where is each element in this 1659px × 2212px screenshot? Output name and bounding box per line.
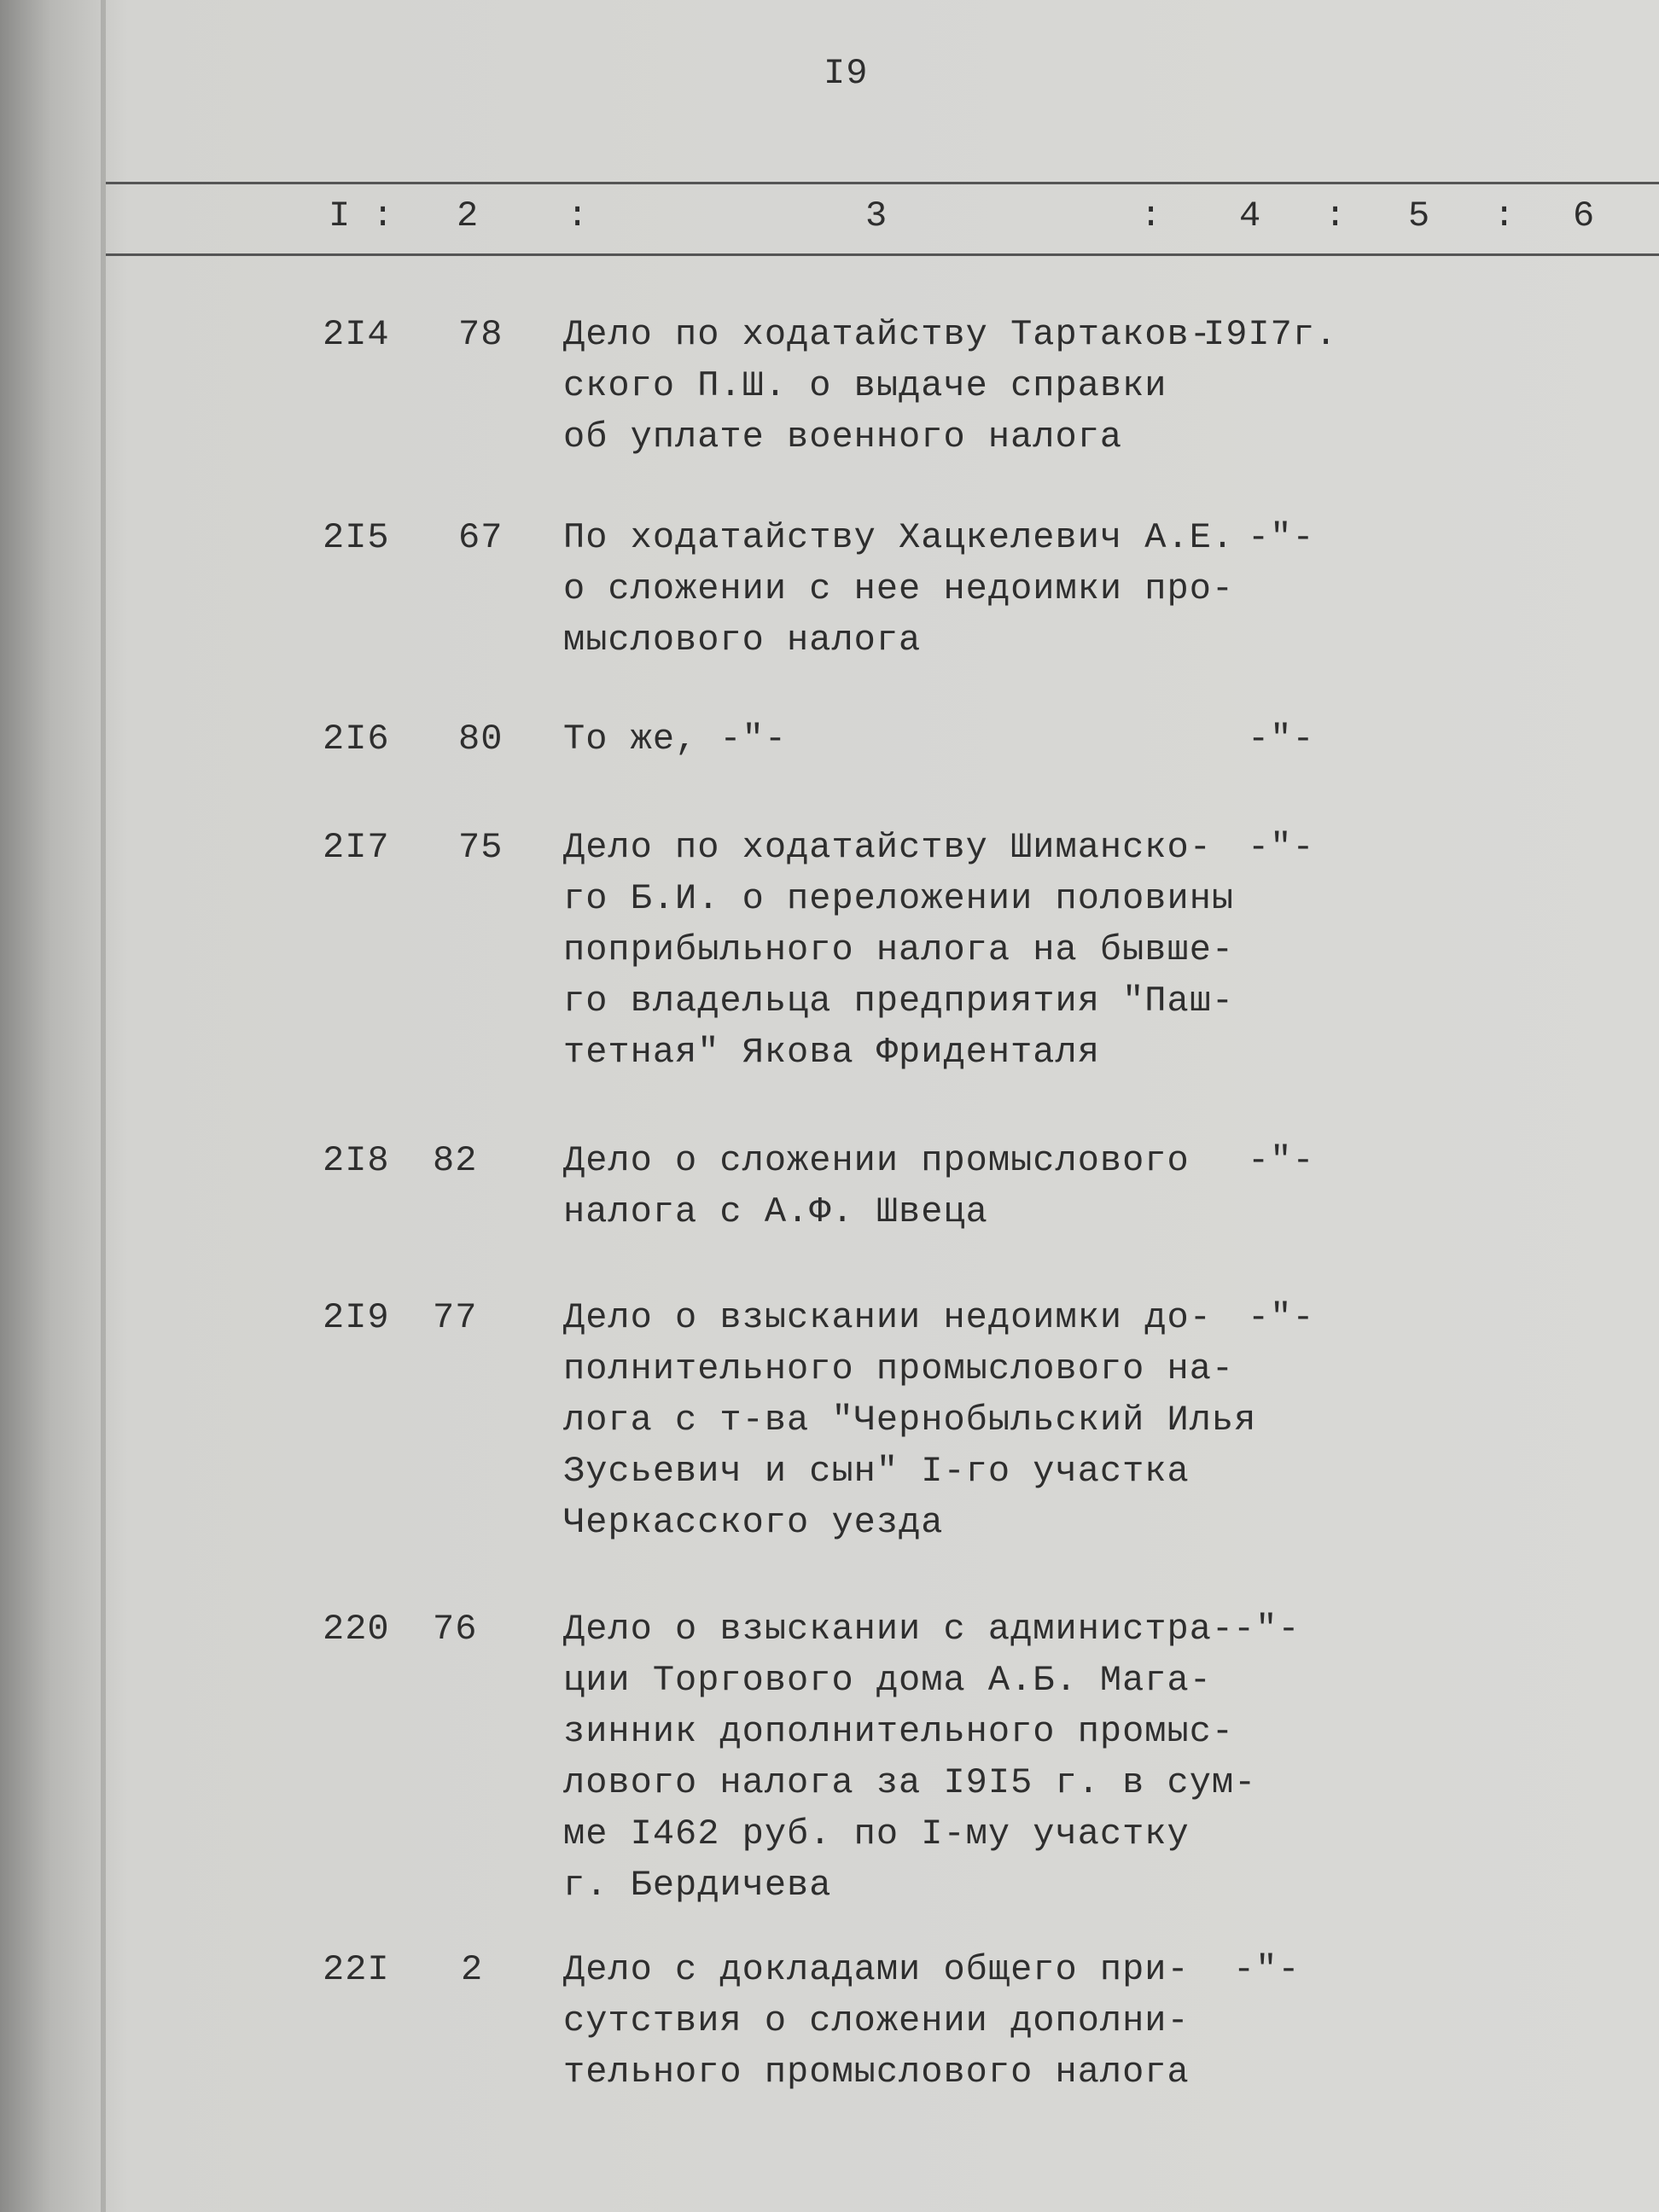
row-description-line: Дело о сложении промыслового xyxy=(563,1140,1190,1181)
row-description-line: ме I462 руб. по I-му участку xyxy=(563,1813,1190,1854)
row-description-line: тетная" Якова Фриденталя xyxy=(563,1032,1100,1073)
column-header-3: 3 xyxy=(865,195,888,236)
row-description-line: го Б.И. о переложении половины xyxy=(563,878,1235,919)
row-description-line: Дело с докладами общего при- xyxy=(563,1949,1190,1990)
row-description-line: лога с т-ва "Чернобыльский Илья xyxy=(563,1400,1257,1441)
row-description-line: полнительного промыслового на- xyxy=(563,1348,1235,1389)
row-reference: 78 xyxy=(458,314,504,355)
row-description-line: об уплате военного налога xyxy=(563,416,1123,457)
column-separator: : xyxy=(1493,195,1516,236)
row-description-line: То же, -"- xyxy=(563,719,788,760)
row-description-line: Дело о взыскании недоимки до- xyxy=(563,1297,1212,1338)
column-header-5: 5 xyxy=(1408,195,1431,236)
row-date: -"- xyxy=(1248,827,1315,868)
row-number: 2I6 xyxy=(323,719,390,760)
row-description-line: По ходатайству Хацкелевич А.Е. xyxy=(563,517,1235,558)
page-number: I9 xyxy=(824,53,869,94)
row-number: 2I4 xyxy=(323,314,390,355)
row-number: 2I8 xyxy=(323,1140,390,1181)
row-description-line: о сложении с нее недоимки про- xyxy=(563,568,1235,609)
header-bottom-rule xyxy=(106,253,1659,256)
row-date: -"- xyxy=(1248,1297,1315,1338)
row-date: -"- xyxy=(1233,1609,1301,1650)
row-number: 22I xyxy=(323,1949,390,1990)
row-reference: 82 xyxy=(433,1140,478,1181)
row-number: 2I5 xyxy=(323,517,390,558)
row-description-line: Зусьевич и сын" I-го участка xyxy=(563,1451,1190,1492)
row-description-line: Дело по ходатайству Тартаков- xyxy=(563,314,1212,355)
column-header-1: I xyxy=(329,195,352,236)
row-description-line: ского П.Ш. о выдаче справки xyxy=(563,365,1167,406)
row-date: -"- xyxy=(1248,1140,1315,1181)
row-description-line: поприбыльного налога на бывше- xyxy=(563,929,1235,970)
row-reference: 2 xyxy=(461,1949,484,1990)
row-description-line: Дело по ходатайству Шиманско- xyxy=(563,827,1212,868)
row-description-line: тельного промыслового налога xyxy=(563,2052,1190,2093)
row-reference: 76 xyxy=(433,1609,478,1650)
row-reference: 75 xyxy=(458,827,504,868)
header-top-rule xyxy=(106,182,1659,184)
row-description-line: ции Торгового дома А.Б. Мага- xyxy=(563,1660,1212,1701)
row-reference: 67 xyxy=(458,517,504,558)
row-description-line: сутствия о сложении дополни- xyxy=(563,2000,1190,2041)
row-reference: 77 xyxy=(433,1297,478,1338)
row-reference: 80 xyxy=(458,719,504,760)
row-number: 2I7 xyxy=(323,827,390,868)
column-header-4: 4 xyxy=(1239,195,1262,236)
column-separator: : xyxy=(1324,195,1348,236)
column-header-6: 6 xyxy=(1573,195,1596,236)
row-date: -"- xyxy=(1248,517,1315,558)
column-separator: : xyxy=(567,195,590,236)
row-date: -"- xyxy=(1248,719,1315,760)
row-description-line: налога с А.Ф. Швеца xyxy=(563,1191,988,1232)
row-description-line: зинник дополнительного промыс- xyxy=(563,1711,1235,1752)
row-description-line: го владельца предприятия "Паш- xyxy=(563,981,1235,1022)
row-description-line: г. Бердичева xyxy=(563,1865,832,1906)
page-binding-fold xyxy=(101,0,106,2212)
row-description-line: мыслового налога xyxy=(563,620,922,661)
row-date: -"- xyxy=(1233,1949,1301,1990)
row-description-line: Черкасского уезда xyxy=(563,1502,944,1543)
column-separator: : xyxy=(1140,195,1163,236)
column-separator: : xyxy=(372,195,395,236)
column-header-2: 2 xyxy=(457,195,480,236)
row-description-line: лового налога за I9I5 г. в сум- xyxy=(563,1762,1257,1803)
row-date: I9I7г. xyxy=(1203,314,1338,355)
row-number: 2I9 xyxy=(323,1297,390,1338)
row-description-line: Дело о взыскании с администра- xyxy=(563,1609,1235,1650)
row-number: 220 xyxy=(323,1609,390,1650)
